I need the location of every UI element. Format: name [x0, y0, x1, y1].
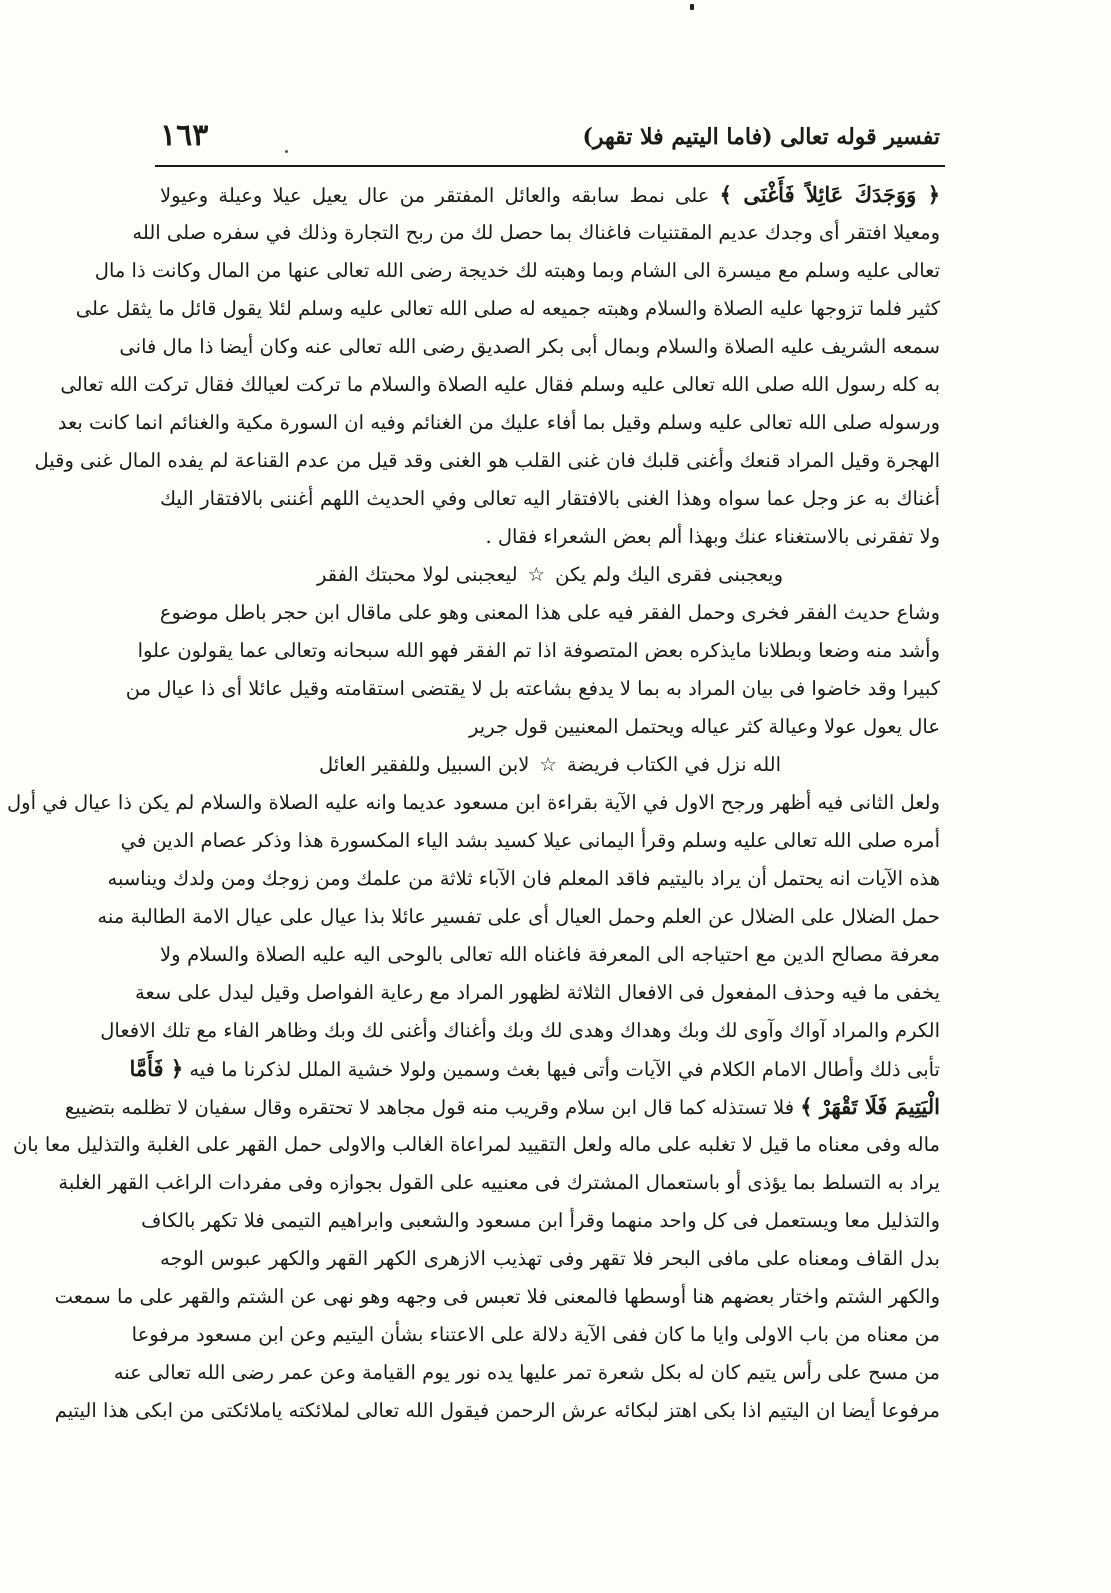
text-line	[57, 404, 940, 442]
text-line	[54, 1392, 940, 1430]
scan-speck	[690, 4, 694, 10]
text-line	[131, 1316, 940, 1354]
text-line	[113, 1354, 940, 1392]
text-line	[34, 442, 940, 480]
line-text: أغناك به عز وجل عما سواه وهذا الغنى بالافتقار اليه تعالى وفي الحديث اللهم أغننى بالافتقار اليك	[160, 487, 940, 510]
line-text: وأشد منه وضعا وبطلانا مايذكره بعض المتصوفة اذا تم الفقر فهو الله سبحانه وتعالى عما يقولون علوا	[137, 639, 940, 662]
text-line	[119, 328, 940, 366]
line-text: الكرم والمراد آواك وآوى لك وبك وهداك وهدى لك وبك وأغناك وأغنى لك وبك وظاهر الفاء مع تلك الافعال	[100, 1019, 940, 1042]
text-line	[75, 290, 940, 328]
verse-hemistich-first: الله نزل في الكتاب فريضة	[566, 753, 782, 776]
line-text: الهجرة وقيل المراد قنعك وأغنى قلبك فان غنى القلب هو الغنى وقد قيل من عدم القناعة لم يفده المال غنى وقيل	[34, 449, 940, 472]
text-line	[7, 784, 940, 822]
text-line	[94, 252, 940, 290]
text-line	[12, 1126, 940, 1164]
text-line	[125, 670, 940, 708]
line-text: يراد به التسلط بما يؤذى أو باستعمال المشترك فى معنييه على القول بجوازه وفى مفردات الراغب القهر الغلبة	[58, 1171, 940, 1194]
text-line	[160, 936, 940, 974]
text-line	[100, 1012, 940, 1050]
verse-separator-star: ☆	[539, 753, 557, 776]
header-rule	[155, 165, 945, 167]
line-text: ورسوله صلى الله تعالى عليه وسلم وقيل بما أفاء عليك من الغنائم وفيه ان السورة مكية والغنائم انما كانت بعد	[57, 411, 940, 434]
page-header	[160, 118, 940, 166]
scan-speck	[285, 150, 288, 153]
line-text: سمعه الشريف عليه الصلاة والسلام وبمال أبى بكر الصديق رضى الله تعالى عنه وكان أيضا ذا مال فانى	[119, 335, 940, 358]
line-text: ولا تفقرنى بالاستغناء عنك وبهذا ألم بعض الشعراء فقال .	[485, 525, 940, 548]
line-text: هذه الآيات انه يحتمل أن يراد باليتيم فاقد المعلم فان الآباء ثلاثة من علمك ومن زوجك ومن ولدك ويناسبه	[107, 867, 940, 890]
text-line	[160, 1240, 940, 1278]
verse-line	[160, 746, 940, 784]
line-text: ماله وفى معناه ما قيل لا تغلبه على ماله ولعل التقييد لمراعاة الغالب والاولى حمل القهر على الغلبة والتذليل معا بان	[12, 1133, 940, 1156]
line-text: ولعل الثانى فيه أظهر ورجح الاول في الآية بقراءة ابن مسعود عديما وانه عليه الصلاة والسلام لم يكن ذا عيال في أول	[7, 791, 940, 814]
line-text: فلا تستذله كما قال ابن سلام وقريب منه قول مجاهد لا تحتقره وقال سفيان لا تظلمه بتضييع	[64, 1096, 795, 1119]
line-text: تأبى ذلك وأطال الامام الكلام في الآيات وأتى فيها بغث وسمين ولولا خشية الملل لذكرنا ما فيه	[189, 1058, 940, 1081]
text-line	[135, 974, 940, 1012]
line-text: والتذليل معا ويستعمل فى كل واحد منهما وقرأ ابن مسعود والشعبى وابراهيم التيمى فلا تكهر بالكاف	[141, 1209, 940, 1232]
line-text: على نمط سابقه والعائل المفتقر من عال يعيل عيلا وعيلة وعيولا	[160, 184, 710, 207]
line-text: بدل القاف ومعناه على مافى البحر فلا تقهر وفى تهذيب الازهرى الكهر القهر والكهر عبوس الوجه	[160, 1247, 940, 1270]
line-text: كبيرا وقد خاضوا فى بيان المراد به بما لا يدفع بشاعته بل لا يقتضى استقامته وقيل عائلا أى ذا عيال من	[125, 677, 940, 700]
quran-quote: ﴿ فَأَمَّا	[129, 1056, 184, 1081]
text-line	[160, 518, 940, 556]
running-title: تفسير قوله تعالى (فاما اليتيم فلا تقهر)	[582, 124, 940, 150]
text-line	[97, 898, 940, 936]
verse-hemistich-second: لابن السبيل وللفقير العائل	[318, 753, 530, 776]
line-text: تعالى عليه وسلم مع ميسرة الى الشام وبما وهبته لك خديجة رضى الله تعالى عنها من المال وكانت ذا مال	[94, 259, 940, 282]
line-text: أمره صلى الله تعالى عليه وسلم وقرأ اليمانى عيلا كسيد بشد الياء المكسورة هذا وذكر عصام الدين في	[120, 829, 940, 852]
text-line	[160, 594, 940, 632]
line-text: من معناه من باب الاولى وايا ما كان ففى الآية دلالة على الاعتناء بشأن اليتيم وعن ابن مسعود مرفوعا	[131, 1323, 940, 1346]
text-line	[64, 1088, 940, 1126]
page-number: ١٦٣	[160, 118, 209, 153]
line-text: به كله رسول الله صلى الله تعالى عليه وسلم فقال عليه الصلاة والسلام ما تركت لعيالك فقال تركت الله تعالى	[60, 373, 940, 396]
line-text: وشاع حديث الفقر فخرى وحمل الفقر فيه على هذا المعنى وهو على ماقال ابن حجر باطل موضوع	[159, 601, 940, 624]
verse-hemistich-first: ويعجبنى فقرى اليك ولم يكن	[555, 563, 784, 586]
line-text: كثير فلما تزوجها عليه الصلاة والسلام وهبته جميعه له صلى الله تعالى عليه وسلم لئلا يقول قائل ما يثقل على	[75, 297, 940, 320]
line-text: من مسح على رأس يتيم كان له بكل شعرة تمر عليها يده نور يوم القيامة وعن عمر رضى الله تعالى عنه	[113, 1361, 940, 1384]
text-line	[160, 176, 940, 214]
line-text: يخفى ما فيه وحذف المفعول فى الافعال الثلاثة لظهور المراد مع رعاية الفواصل وقيل ليدل على سعة	[135, 981, 940, 1004]
line-text: والكهر الشتم واختار بعضهم هنا أوسطها فالمعنى فلا تعبس فى وجهه وهو نهى عن الشتم والقهر على ما سمعت	[54, 1285, 940, 1308]
text-line	[107, 860, 940, 898]
text-line	[160, 480, 940, 518]
verse-hemistich-second: ليعجبنى لولا محبتك الفقر	[316, 563, 518, 586]
verse-line	[160, 556, 940, 594]
line-text: حمل الضلال على الضلال عن العلم وحمل العيال أى على تفسير عائلا بذا عيال على عيال الامة الطالبة منه	[97, 905, 940, 928]
text-line	[137, 632, 940, 670]
quran-quote: ﴿ وَوَجَدَكَ عَائِلاً فَأَغْنَى ﴾	[719, 182, 940, 207]
line-text: ومعيلا افتقر أى وجدك عديم المقتنيات فاغناك بما حصل لك من ربح التجارة وذلك في سفره صلى الله	[132, 221, 940, 244]
text-line	[129, 1050, 940, 1088]
text-line	[54, 1278, 940, 1316]
body-text	[7, 176, 940, 1430]
line-text: معرفة مصالح الدين مع احتياجه الى المعرفة فاغناه الله تعالى بالوحى اليه عليه الصلاة والسلام ولا	[160, 943, 940, 966]
line-text: عال يعول عولا وعيالة كثر عياله ويحتمل المعنيين قول جرير	[469, 715, 940, 738]
verse-separator-star: ☆	[527, 563, 546, 586]
text-line	[60, 366, 940, 404]
text-line	[141, 1202, 940, 1240]
text-line	[160, 708, 940, 746]
text-line	[120, 822, 940, 860]
line-text: مرفوعا أيضا ان اليتيم اذا بكى اهتز لبكائه عرش الرحمن فيقول الله تعالى لملائكته ياملائكتى من ابكى هذا اليتيم	[54, 1399, 940, 1422]
quran-quote: الْيَتِيمَ فَلَا تَقْهَرْ ﴾	[800, 1094, 940, 1119]
text-line	[58, 1164, 940, 1202]
text-line	[132, 214, 940, 252]
